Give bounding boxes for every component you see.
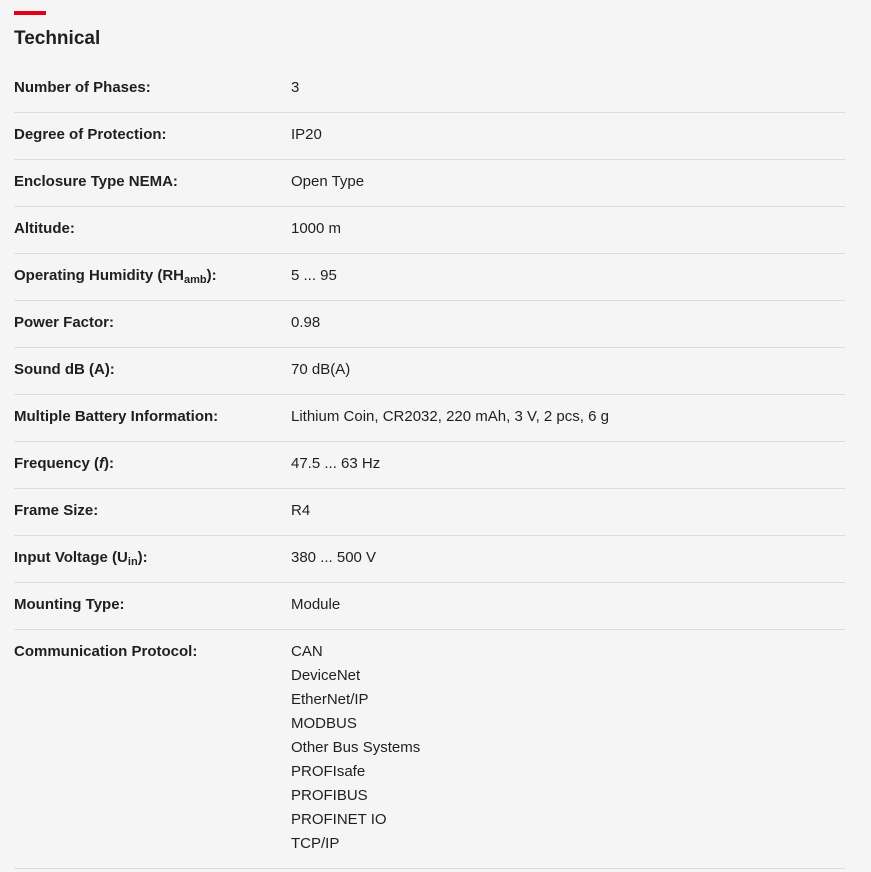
spec-label: Multiple Battery Information: bbox=[14, 408, 219, 425]
spec-row-battery-information bbox=[14, 395, 845, 442]
spec-row-input-voltage bbox=[14, 536, 845, 583]
spec-row-degree-of-protection bbox=[14, 113, 845, 160]
spec-value: Open Type bbox=[291, 173, 365, 190]
section-accent-bar bbox=[14, 11, 46, 15]
label-italic: f bbox=[99, 455, 105, 472]
spec-row-number-of-phases bbox=[14, 66, 845, 113]
label-end: ): bbox=[137, 549, 148, 566]
spec-value: Lithium Coin, CR2032, 220 mAh, 3 V, 2 pcs, 6 g bbox=[291, 408, 609, 425]
protocol-item: EtherNet/IP bbox=[291, 691, 369, 708]
protocol-item: DeviceNet bbox=[291, 667, 361, 684]
spec-table bbox=[14, 66, 845, 869]
spec-row-mounting-type bbox=[14, 583, 845, 630]
spec-value: 47.5 ... 63 Hz bbox=[291, 455, 381, 472]
spec-value-list bbox=[291, 640, 845, 856]
spec-value: 1000 m bbox=[291, 220, 342, 237]
protocol-item: PROFINET IO bbox=[291, 811, 387, 828]
label-text: Operating Humidity (RH bbox=[14, 267, 185, 284]
spec-label: Sound dB (A): bbox=[14, 361, 115, 378]
spec-value: 0.98 bbox=[291, 314, 321, 331]
spec-row-altitude bbox=[14, 207, 845, 254]
protocol-item: PROFIsafe bbox=[291, 763, 366, 780]
spec-label bbox=[14, 264, 291, 288]
spec-label: Power Factor: bbox=[14, 314, 115, 331]
label-end: ): bbox=[104, 455, 115, 472]
protocol-item: PROFIBUS bbox=[291, 787, 368, 804]
spec-value: 3 bbox=[291, 79, 300, 96]
spec-label: Enclosure Type NEMA: bbox=[14, 173, 178, 190]
protocol-item: CAN bbox=[291, 643, 323, 660]
spec-row-sound bbox=[14, 348, 845, 395]
label-text: Frequency ( bbox=[14, 455, 100, 472]
spec-value: R4 bbox=[291, 502, 311, 519]
spec-row-operating-humidity bbox=[14, 254, 845, 301]
spec-value: 70 dB(A) bbox=[291, 361, 351, 378]
spec-row-frame-size bbox=[14, 489, 845, 536]
spec-label: Degree of Protection: bbox=[14, 126, 167, 143]
label-text: Input Voltage (U bbox=[14, 549, 128, 566]
spec-label: Communication Protocol: bbox=[14, 643, 198, 660]
spec-label: Number of Phases: bbox=[14, 79, 151, 96]
label-subscript: amb bbox=[184, 274, 207, 286]
protocol-item: Other Bus Systems bbox=[291, 739, 421, 756]
section-title: Technical bbox=[14, 28, 101, 49]
spec-row-enclosure-type bbox=[14, 160, 845, 207]
spec-value: Module bbox=[291, 596, 341, 613]
spec-label: Altitude: bbox=[14, 220, 75, 237]
spec-label bbox=[14, 452, 291, 476]
spec-label: Mounting Type: bbox=[14, 596, 125, 613]
label-end: ): bbox=[206, 267, 217, 284]
label-subscript: in bbox=[127, 556, 138, 568]
spec-label: Frame Size: bbox=[14, 502, 99, 519]
spec-row-frequency bbox=[14, 442, 845, 489]
spec-value: IP20 bbox=[291, 126, 322, 143]
spec-row-power-factor bbox=[14, 301, 845, 348]
protocol-item: TCP/IP bbox=[291, 835, 340, 852]
spec-value: 380 ... 500 V bbox=[291, 549, 377, 566]
spec-row-communication-protocol bbox=[14, 630, 845, 869]
protocol-item: MODBUS bbox=[291, 715, 357, 732]
spec-value: 5 ... 95 bbox=[291, 267, 337, 284]
spec-label bbox=[14, 546, 291, 570]
